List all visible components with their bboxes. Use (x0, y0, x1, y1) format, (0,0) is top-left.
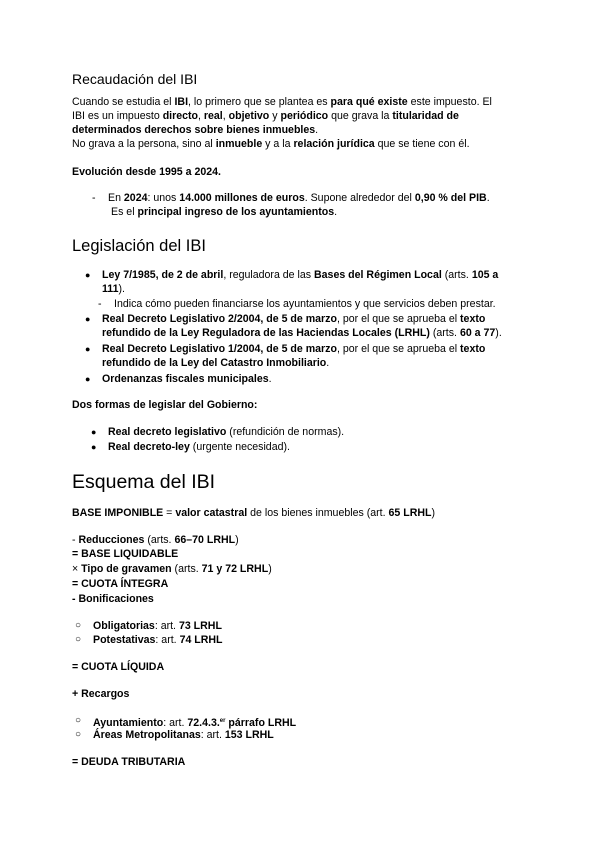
bullet-icon: ● (85, 344, 91, 354)
scheme-line: × Tipo de gravamen (arts. 71 y 72 LRHL) (72, 563, 272, 575)
dash-marker: - (92, 192, 96, 204)
subheading-dos-formas: Dos formas de legislar del Gobierno: (72, 399, 258, 411)
scheme-line: BASE IMPONIBLE = valor catastral de los bienes inmuebles (art. 65 LRHL) (72, 507, 436, 519)
scheme-line: = BASE LIQUIDABLE (72, 548, 179, 560)
section-title-esquema: Esquema del IBI (72, 471, 216, 493)
section-title-recaudacion: Recaudación del IBI (72, 71, 198, 87)
bullet-icon: ● (85, 270, 91, 280)
paragraph-line: Cuando se estudia el IBI, lo primero que se plantea es para qué existe este impuesto. El (72, 96, 492, 108)
bullet-icon: ● (91, 442, 97, 452)
list-item: Ley 7/1985, de 2 de abril, reguladora de las Bases del Régimen Local (arts. 105 a (102, 269, 499, 281)
paragraph-line: IBI es un impuesto directo, real, objetivo y periódico que grava la titularidad de (72, 110, 459, 122)
dash-marker: - (98, 298, 102, 310)
paragraph-line: determinados derechos sobre bienes inmuebles. (72, 124, 319, 136)
list-item-continuation: refundido de la Ley Reguladora de las Haciendas Locales (LRHL) (arts. 60 a 77). (102, 327, 502, 339)
list-item-continuation: Es el principal ingreso de los ayuntamientos. (111, 206, 338, 218)
circle-bullet-icon: ○ (75, 634, 82, 645)
bullet-icon: ● (85, 314, 91, 324)
bullet-icon: ● (91, 427, 97, 437)
scheme-line: = DEUDA TRIBUTARIA (72, 756, 186, 768)
list-item: Ayuntamiento: art. 72.4.3.$^{er}$ párrafo LRHL (93, 717, 297, 729)
list-item-continuation: refundido de la Ley del Catastro Inmobiliario. (102, 357, 330, 369)
list-item: Potestativas: art. 74 LRHL (93, 634, 223, 646)
subheading-evolucion: Evolución desde 1995 a 2024. (72, 166, 221, 178)
section-title-legislacion: Legislación del IBI (72, 237, 206, 255)
list-item: Obligatorias: art. 73 LRHL (93, 620, 222, 632)
paragraph-line: No grava a la persona, sino al inmueble y a la relación jurídica que se tiene con él. (72, 138, 470, 150)
list-item: Real decreto-ley (urgente necesidad). (108, 441, 290, 453)
list-item-continuation: 111). (102, 283, 125, 295)
sub-list-item: Indica cómo pueden financiarse los ayuntamientos y que servicios deben prestar. (114, 298, 496, 310)
scheme-line: = CUOTA ÍNTEGRA (72, 578, 169, 590)
bullet-icon: ● (85, 374, 91, 384)
circle-bullet-icon: ○ (75, 729, 82, 740)
circle-bullet-icon: ○ (75, 620, 82, 631)
scheme-line: + Recargos (72, 688, 130, 700)
list-item: Real Decreto Legislativo 1/2004, de 5 de marzo, por el que se aprueba el texto (102, 343, 486, 355)
list-item: Real decreto legislativo (refundición de normas). (108, 426, 345, 438)
scheme-line: - Reducciones (arts. 66–70 LRHL) (72, 534, 239, 546)
scheme-line: - Bonificaciones (72, 593, 154, 605)
list-item: Real Decreto Legislativo 2/2004, de 5 de marzo, por el que se aprueba el texto (102, 313, 486, 325)
scheme-line: = CUOTA LÍQUIDA (72, 661, 165, 673)
list-item: Áreas Metropolitanas: art. 153 LRHL (93, 729, 274, 741)
circle-bullet-icon: ○ (75, 715, 82, 726)
list-item: En 2024: unos 14.000 millones de euros. Supone alrededor del 0,90 % del PIB. (108, 192, 490, 204)
list-item: Ordenanzas fiscales municipales. (102, 373, 272, 385)
